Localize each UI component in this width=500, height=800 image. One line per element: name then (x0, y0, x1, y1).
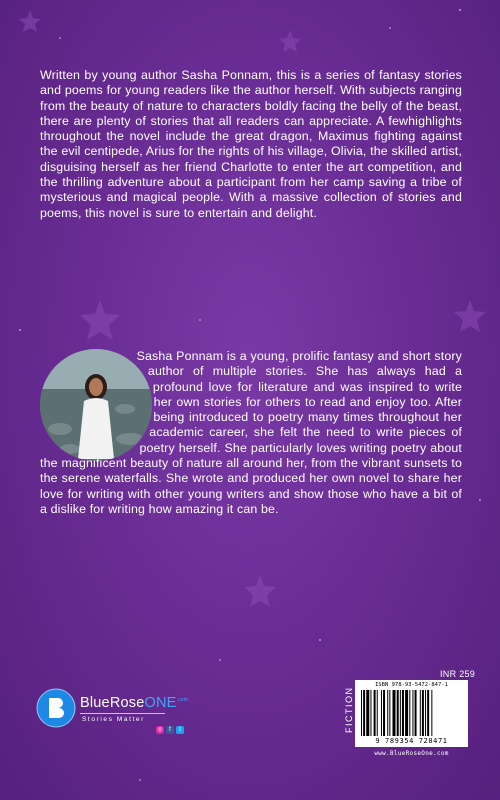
isbn-digits: 9 789354 728471 (375, 737, 448, 745)
publisher-name: BlueRoseONE$^{.com}$ (80, 695, 189, 711)
barcode-bar (409, 690, 410, 736)
barcode-bar (415, 690, 417, 736)
barcode-bar (377, 690, 378, 736)
price-label: INR 259 (440, 669, 476, 679)
brand-divider (80, 713, 165, 714)
barcode-bar (412, 690, 413, 736)
star-icon (80, 300, 120, 340)
genre-label: FICTION (344, 686, 354, 733)
author-bio-text: Sasha Ponnam is a young, prolific fantasy and short story author of multiple stories. She has always had a profound love for literature and was inspired to write her own stories for others to read and enjoy too. After being introduced to poetry many times throughout her academic career, she felt the need to write pieces of poetry herself. She particularly loves writing poetry about the magnificent beauty of nature all around her, from the vibrant sunsets to the serene waterfalls. She wrote and produced her own novel to share her love for writing with other young writers and show those who have a bit of a dislike for writing how amazing it can be. (40, 349, 462, 516)
barcode-bars (361, 690, 462, 736)
publisher-website: www.BlueRoseOne.com (374, 750, 449, 757)
author-bio (40, 349, 462, 517)
barcode-bar (425, 690, 426, 736)
facebook-icon[interactable]: f (166, 726, 174, 734)
barcode-bar (431, 690, 432, 736)
barcode-bar (389, 690, 390, 736)
star-icon (19, 10, 41, 32)
barcode-bar (374, 690, 376, 736)
barcode-bar (383, 690, 385, 736)
barcode-bar (420, 690, 421, 736)
star-icon (279, 30, 301, 52)
social-icons (156, 726, 184, 734)
barcode-bar (387, 690, 388, 736)
barcode-bar (427, 690, 429, 736)
barcode-bar (422, 690, 424, 736)
barcode-bar (400, 690, 401, 736)
isbn-label: ISBN 978-93-5472-847-1 (375, 682, 448, 688)
book-blurb: Written by young author Sasha Ponnam, this is a series of fantasy stories and poems for young readers like the author herself. With subjects ranging from the beauty of nature to characters boldly facing the belly of the beast, there are plenty of stories that all readers can appreciate. A fewhighlights throughout the novel include the great dragon, Maximus fighting against the evil centipede, Arius for the rights of his village, Olivia, the skilled artist, disguising herself as her friend Charlotte to enter the art competition, and the thrilling adventure about a participant from her camp saving a tribe of mysterious and magical people. With a massive collection of stories and poems, this novel is sure to entertain and delight. (40, 68, 462, 220)
book-icon (36, 688, 76, 728)
barcode-bar (370, 690, 371, 736)
barcode-bar (361, 690, 362, 736)
twitter-icon[interactable]: t (176, 726, 184, 734)
star-icon (454, 300, 486, 332)
isbn-barcode (355, 680, 468, 747)
barcode-bar (381, 690, 382, 736)
barcode-bar (397, 690, 399, 736)
barcode-bar (405, 690, 408, 736)
instagram-icon[interactable]: ◎ (157, 727, 163, 733)
barcode-bar (393, 690, 396, 736)
barcode-bar (363, 690, 365, 736)
barcode-bar (402, 690, 404, 736)
publisher-tagline: Stories Matter (82, 716, 145, 723)
star-icon (244, 575, 276, 607)
barcode-bar (366, 690, 369, 736)
